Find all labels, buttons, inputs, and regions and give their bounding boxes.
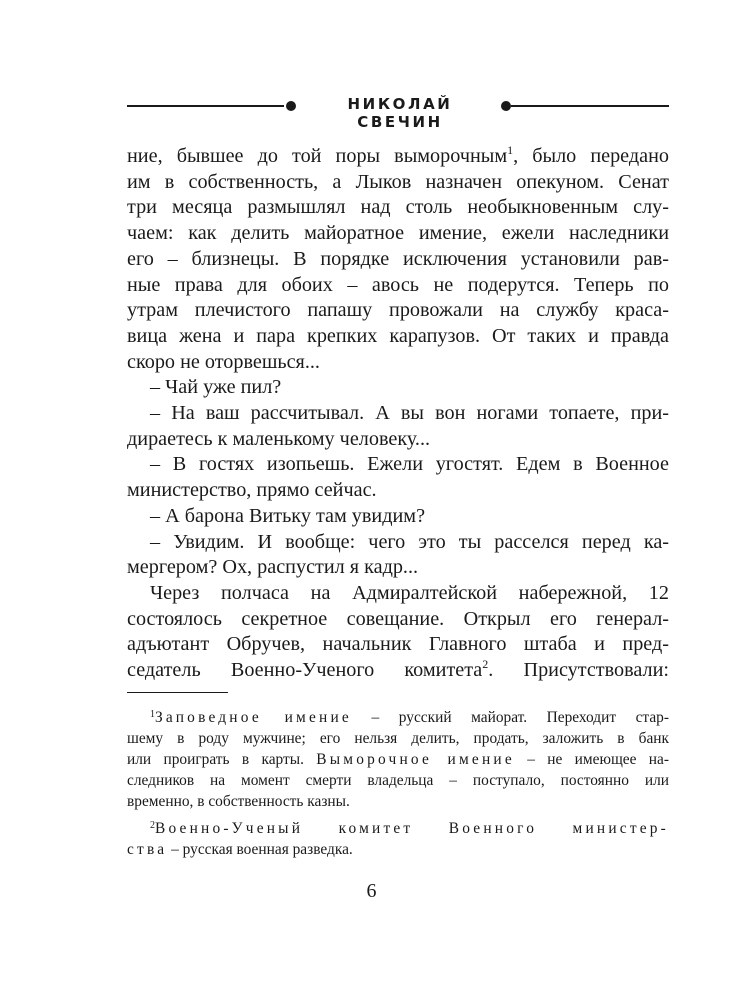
footnote-term: Военно-Ученый комитет Военного министер-: [155, 820, 669, 837]
body-text: [127, 144, 669, 684]
page-number: 6: [366, 880, 377, 902]
footnote-text: следников на момент смерти владельца – поступало, постоянно или: [127, 772, 669, 789]
body-line: утрам плечистого папашу провожали на службу краса-: [127, 299, 669, 322]
footnote-text: – русский майорат. Переходит стар-: [351, 709, 669, 726]
header-bullet-left: [286, 101, 296, 111]
body-line-text: . Присутствовали:: [488, 659, 669, 682]
body-line: чаем: как делить майоратное имение, ежели наследники: [127, 222, 669, 245]
footnote: [127, 707, 669, 812]
header-bullet-right: [501, 101, 511, 111]
body-line: ные права для обоих – авось не подерутся. Теперь по: [127, 273, 669, 296]
body-line-text: ние, бывшее до той поры выморочным: [127, 145, 508, 167]
body-line-text: седатель Военно-Ученого комитета: [127, 659, 483, 682]
body-line: – На ваш рассчитывал. А вы вон ногами топаете, при-: [150, 402, 669, 425]
header-rule-right: [511, 105, 669, 107]
footnote-term: Выморочное имение: [316, 751, 515, 768]
footnotes: [127, 707, 669, 866]
body-line: Через полчаса на Адмиралтейской набережной, 12: [150, 581, 669, 604]
footnote-line: [127, 839, 669, 860]
footnote-line: [127, 791, 669, 812]
running-head-title: НИКОЛАЙ СВЕЧИН: [347, 95, 453, 131]
body-line: – Увидим. И вообще: чего это ты расселся перед ка-: [150, 530, 669, 553]
footnote-text: – русская военная разведка.: [167, 841, 353, 858]
footnote-text: временно, в собственность казны.: [127, 793, 350, 810]
body-line: – Чай уже пил?: [150, 376, 282, 399]
body-line: мергером? Ох, распустил я кадр...: [127, 556, 419, 579]
header-rule-left: [127, 105, 284, 107]
footnote-marker: 2: [482, 657, 489, 672]
footnote-term: ства: [127, 841, 168, 858]
footnote-text: или проиграть в карты.: [127, 751, 317, 768]
body-line: министерство, прямо сейчас.: [127, 479, 377, 502]
footnote-text: – не имеющее на-: [514, 751, 669, 768]
body-line: скоро не оторвешься...: [127, 350, 320, 373]
body-line: – В гостях изопьешь. Ежели угостят. Едем в Военное: [150, 453, 669, 476]
footnote-line: [127, 770, 669, 791]
footnote-line: [127, 818, 669, 839]
footnote-term: Заповедное имение: [155, 709, 352, 726]
body-line: его – близнецы. В порядке исключения установили рав-: [127, 247, 669, 270]
body-line: им в собственность, а Лыков назначен опекуном. Сенат: [127, 170, 669, 193]
body-line: три месяца размышлял над столь необыкновенным слу-: [127, 196, 669, 219]
footnote-text: шему в роду мужчине; его нельзя делить, продать, заложить в банк: [127, 730, 669, 747]
body-line-text: , было передано: [513, 145, 670, 167]
footnote-number: 1: [150, 709, 155, 720]
footnote-line: [127, 728, 669, 749]
body-line: адъютант Обручев, начальник Главного штаба и пред-: [127, 633, 669, 656]
body-line: [127, 658, 669, 684]
footnote-separator: [127, 692, 228, 693]
footnote-marker: 1: [507, 143, 514, 157]
footnote: [127, 818, 669, 860]
body-line: вица жена и пара крепких карапузов. От таких и правда: [127, 324, 669, 347]
running-header: [127, 95, 669, 131]
body-line: – А барона Витьку там увидим?: [150, 504, 426, 527]
body-line: [127, 144, 669, 170]
body-line: дираетесь к маленькому человеку...: [127, 427, 431, 450]
body-line: состоялось секретное совещание. Открыл его генерал-: [127, 607, 669, 630]
footnote-line: [127, 707, 669, 728]
footnote-number: 2: [150, 820, 155, 831]
footnote-line: [127, 749, 669, 770]
